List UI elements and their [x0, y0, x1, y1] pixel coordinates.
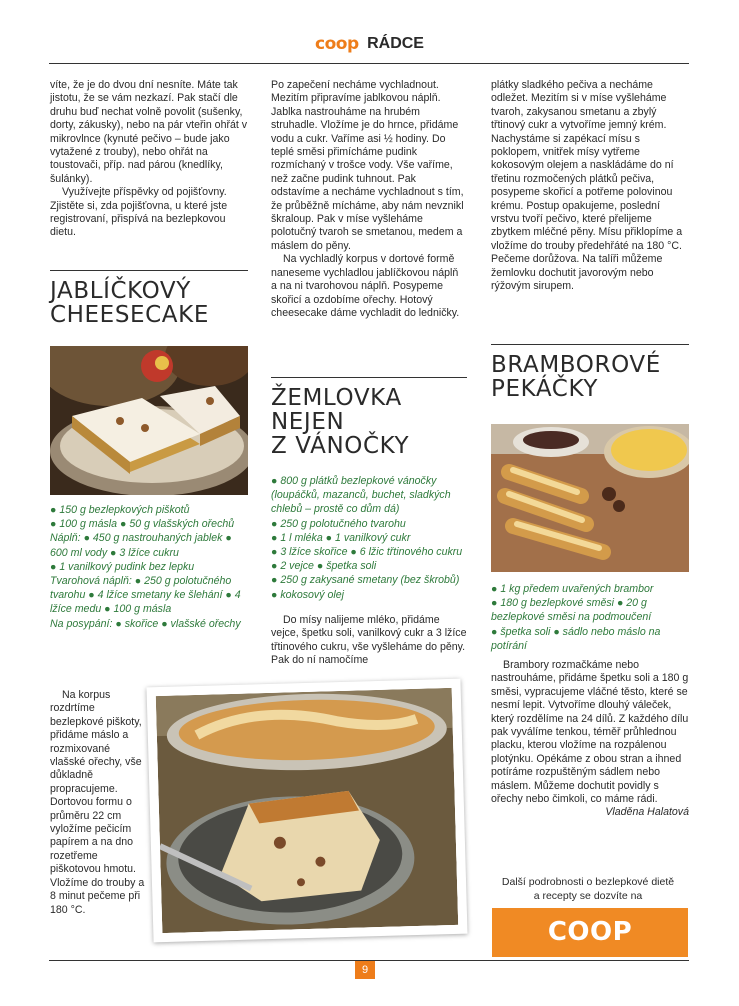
section-title: RÁDCE — [367, 35, 424, 52]
title-line: Z VÁNOČKY — [271, 433, 410, 459]
title-line: BRAMBOROVÉ — [491, 352, 661, 378]
method-text: Na korpus rozdrtíme bezlepkové piškoty, přidáme máslo a rozmixované vlašské ořechy, vše důkladně propracujeme. Dortovou formu o průměru 22 cm vyložíme pečicím papírem a na dno rozetřeme piškotovou hmotu. Vložíme do trouby a 8 minut pečeme při 180 °C. — [50, 689, 145, 916]
pekacky-ingredients — [491, 582, 689, 653]
cheesecake-photo — [50, 346, 248, 495]
title-line: PEKÁČKY — [491, 376, 598, 402]
coop-logo: coop — [315, 34, 359, 54]
title-line: JABLÍČKOVÝ — [50, 278, 191, 304]
cheesecake-title — [50, 279, 248, 327]
pekacky-title — [491, 353, 689, 401]
zemlovka-ingredients — [271, 474, 467, 602]
header-rule — [49, 63, 689, 64]
zemlovka-method-cont: plátky sladkého pečiva a necháme odležet. Mezitím si v míse vyšleháme tvaroh, zakysanou smetanu a zbylý třtinový cukr a vytvoříme jemný krém. Nachystáme si zapékací mísu s poklopem, vnitřek mísy vytřeme kokosovým olejem a naskládáme do ní třetinu rozmočených plátků pečiva, posypeme skořicí a potřeme polovinou krému. Postup opakujeme, poslední vrstvu tvoří pečivo, které přelijeme zbytkem mléčné pěny. Mísu přiklopíme a vložíme do trouby předehřáté na 180 °C. Pečeme dorůžova. Na talíři můžeme žemlovku dochutit javorovým nebo rýžovým sirupem. — [491, 79, 683, 293]
ingredient-line: ● 180 g bezlepkové směsi ● 20 g bezlepkové směsi na podmoučení — [491, 597, 652, 624]
cheesecake-method-cont: Po zapečení necháme vychladnout. Mezitím připravíme jablkovou náplň. Jablka nastrouháme na hrubém struhadle. Vložíme je do hrnce, přidáme vodu a cukr. Vaříme asi ½ hodiny. Do teplé směsi přimícháme pudink rozmíchaný v trošce vody. Vše vaříme, než začne pudink tuhnout. Pak odstavíme a necháme vychladnout s tím, že průběžně mícháme, aby nám nevznikl škraloup. Pak v míse vyšleháme polotučný tvaroh se smetanou, medem a máslem do pěny. — [271, 79, 464, 252]
method-text: Do mísy nalijeme mléko, přidáme vejce, špetku soli, vanilkový cukr a 3 lžíce třtinového cukru, vše vyšleháme do pěny. Pak do ní namočíme — [271, 614, 467, 667]
zemlovka-photo-frame — [147, 679, 468, 943]
page-header — [0, 34, 739, 58]
intro-text: víte, že je do dvou dní nesníte. Máte tak jistotu, že se vám nezkazí. Pak stačí dle druhu buď nechat volně povolit (sušenky, dorty, zákusky), nebo na pár vteřin ohřát v mikrovlnce (kynuté pečivo – bude jako vytažené z trouby), nebo ohřát na toustovači, příp. nad párou (knedlíky, šulánky). — [50, 79, 248, 185]
ingredient-line: ● 250 g polotučného tvarohu — [271, 517, 406, 530]
club-text-line: a recepty se dozvíte na — [533, 890, 643, 902]
ingredient-line: ● špetka soli ● sádlo nebo máslo na potírání — [491, 625, 661, 652]
club-promo-text — [490, 875, 686, 903]
method-text: Brambory rozmačkáme nebo nastrouháme, přidáme špetku soli a 180 g směsi, vypracujeme vláčné těsto, které se nesmí lepit. Vytvoříme dlouhý váleček, který rozdělíme na 24 dílů. Z každého dílu pak vyválíme tenkou, téměř průhlednou placku, kterou vložíme na rozpálenou plotýnku. Opékáme z obou stran a ihned potíráme rozpuštěným sádlem nebo máslem. Můžeme dochutit povidly s ořechy nebo čimkoli, co máme rádi. — [491, 659, 689, 806]
section-rule — [491, 344, 689, 345]
ingredient-line: ● 1 l mléka ● 1 vanilkový cukr — [271, 531, 411, 544]
insurance-tip: Využívejte příspěvky od pojišťovny. Zjistěte si, zda pojišťovna, u které jste registrovaní, přispívá na bezlepkovou dietu. — [50, 186, 228, 239]
section-rule — [271, 377, 467, 378]
page-number: 9 — [355, 961, 375, 979]
column-3 — [491, 79, 689, 294]
coop-club-link[interactable]: COOP CLUB.CZ — [492, 908, 688, 957]
title-line: CHEESECAKE — [50, 302, 209, 328]
ingredient-line: Tvarohová náplň: ● 250 g polotučného tvarohu ● 4 lžíce smetany ke šlehání ● 4 lžíce medu ● 100 g másla — [50, 575, 241, 616]
cheesecake-method — [50, 689, 148, 917]
section-rule — [50, 270, 248, 271]
cheesecake-ingredients — [50, 503, 248, 631]
zemlovka-photo — [156, 688, 459, 933]
column-1 — [50, 79, 248, 240]
ingredient-line: Na posypání: ● skořice ● vlašské ořechy — [50, 617, 241, 630]
zemlovka-method — [271, 614, 467, 668]
title-line: ŽEMLOVKA — [271, 385, 402, 411]
title-line: NEJEN — [271, 409, 345, 435]
club-text-line: Další podrobnosti o bezlepkové dietě — [501, 876, 675, 888]
ingredient-line: ● 1 kg předem uvařených brambor — [491, 583, 654, 595]
cheesecake-finish: Na vychladlý korpus v dortové formě naneseme vychladlou jablíčkovou náplň a na ni tvarohovou náplň. Posypeme skořicí a ozdobíme ořechy. Hotový cheesecake dáme vychladit do ledničky. — [271, 253, 460, 319]
ingredient-line: ● 100 g másla ● 50 g vlašských ořechů — [50, 518, 235, 531]
pekacky-method — [491, 659, 689, 820]
ingredient-line: ● 150 g bezlepkových piškotů — [50, 504, 190, 516]
column-2 — [271, 79, 467, 320]
ingredient-line: ● 250 g zakysané smetany (bez škrobů) ● kokosový olej — [271, 574, 460, 601]
ingredient-line: Náplň: ● 450 g nastrouhaných jablek ● 600 ml vody ● 3 lžíce cukru — [50, 532, 232, 559]
author-name: Vladěna Halatová — [605, 806, 689, 819]
pekacky-photo — [491, 424, 689, 572]
zemlovka-title — [271, 386, 467, 458]
ingredient-line: ● 800 g plátků bezlepkové vánočky (loupáčků, mazanců, buchet, sladkých chlebů – prostě co dům dá) — [271, 475, 451, 516]
ingredient-line: ● 3 lžíce skořice ● 6 lžic třtinového cukru ● 2 vejce ● špetka soli — [271, 546, 463, 573]
ingredient-line: ● 1 vanilkový pudink bez lepku — [50, 560, 195, 573]
